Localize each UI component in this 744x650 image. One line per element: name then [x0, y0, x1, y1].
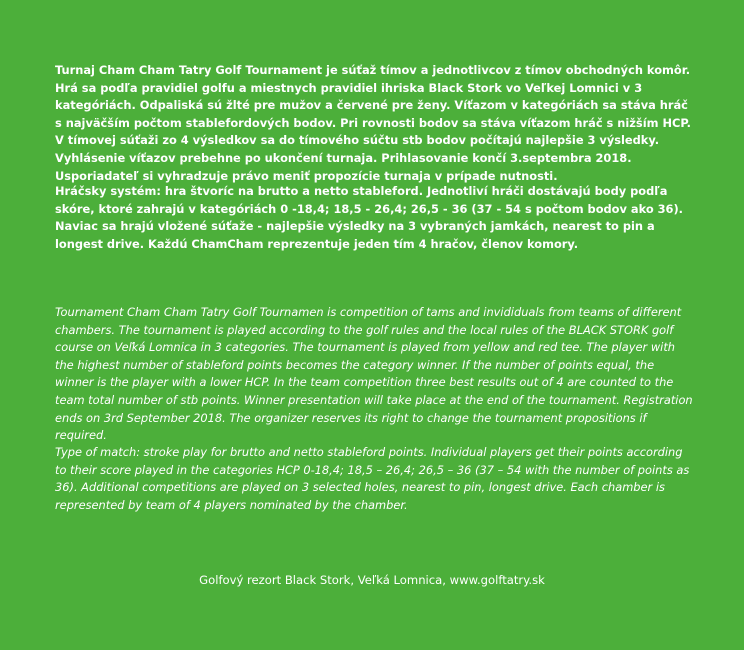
slovak-rules-paragraph: Turnaj Cham Cham Tatry Golf Tournament je súťaž tímov a jednotlivcov z tímov obchodných komôr. Hrá sa podľa pravidiel golfu a miestnych pravidiel ihriska Black Stork vo Veľkej Lomnici v 3 kategóriách. Odpaliská sú žlté pre mužov a červené pre ženy. Víťazom v kategóriách sa stáva hráč s najväčším počtom stablefordových bodov. Pri rovnosti bodov sa stáva víťazom hráč s nižším HCP. V tímovej súťaži zo 4 výsledkov sa do tímového súčtu stb bodov počítajú najlepšie 3 výsledky. Vyhlásenie víťazov prebehne po ukončení turnaja. Prihlasovanie končí 3.septembra 2018. Usporiadateľ si vyhradzuje právo meniť propozície turnaja v prípade nutnosti. — [55, 63, 691, 183]
footer-venue-text: Golfový rezort Black Stork, Veľká Lomnica, www.golftatry.sk — [199, 573, 545, 587]
english-rules-paragraph: Tournament Cham Cham Tatry Golf Tournamen is competition of tams and invididuals from teams of different chambers. The tournament is played according to the golf rules and the local rules of the BLACK STORK golf course on Veľká Lomnica in 3 categories. The tournament is played from yellow and red tee. The player with the highest number of stableford points becomes the category winner. If the number of points equal, the winner is the player with a lower HCP. In the team competition three best results out of 4 are counted to the team total number of stb points. Winner presentation will take place at the end of the tournament. Registration ends on 3rd September 2018. The organizer reserves its right to change the tournament propositions if required. — [55, 305, 693, 443]
slovak-player-system-paragraph: Hráčsky systém: hra štvoríc na brutto a netto stableford. Jednotliví hráči dostávajú body podľa skóre, ktoré zahrajú v kategóriách 0 -18,4; 18,5 - 26,4; 26,5 - 36 (37 - 54 s počtom bodov ako 36). Naviac sa hrajú vložené súťaže - najlepšie výsledky na 3 vybraných jamkách, nearest to pin a longest drive. Každú ChamCham reprezentuje jeden tím 4 hračov, členov komory. — [55, 184, 684, 251]
english-match-type-paragraph: Type of match: stroke play for brutto and netto stableford points. Individual players get their points according to their score played in the categories HCP 0-18,4; 18,5 – 26,4; 26,5 – 36 (37 – 54 with the number of points as 36). Additional competitions are played on 3 selected holes, nearest to pin, longest drive. Each chamber is represented by team of 4 players nominated by the chamber. — [55, 445, 690, 512]
